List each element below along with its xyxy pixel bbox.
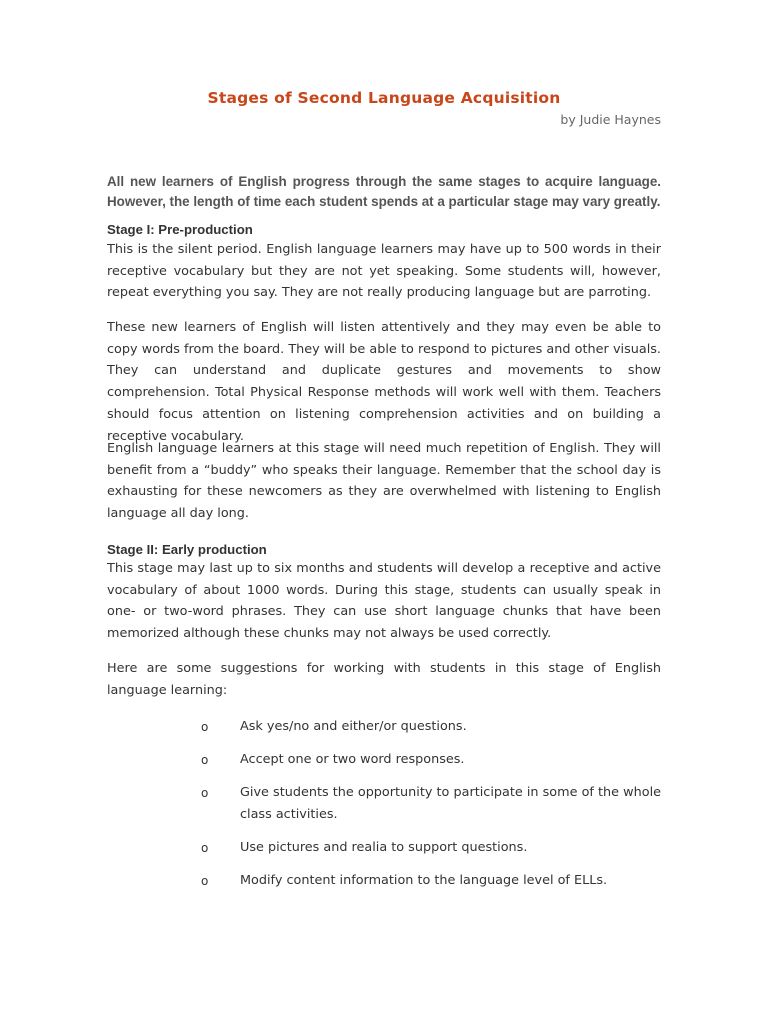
list-item — [201, 716, 661, 738]
bullet-marker: o — [201, 786, 209, 800]
suggestions-list — [201, 716, 661, 903]
list-item — [201, 782, 661, 826]
stage-2-heading: Stage II: Early production — [107, 542, 267, 557]
stage-1-paragraph-1: This is the silent period. English language learners may have up to 500 words in their receptive vocabulary but they are not yet speaking. Some students will, however, repeat everything you say. They are not really producing language but are parroting. — [107, 242, 661, 301]
list-item-text: Ask yes/no and either/or questions. — [240, 719, 467, 734]
bullet-marker: o — [201, 753, 209, 767]
list-item — [201, 870, 661, 892]
list-item-text: Modify content information to the language level of ELLs. — [240, 873, 608, 888]
bullet-marker: o — [201, 720, 209, 734]
document-title: Stages of Second Language Acquisition — [207, 89, 561, 107]
stage-2-paragraph-1: This stage may last up to six months and students will develop a receptive and active vocabulary of about 1000 words. During this stage, students can usually speak in one- or two-word phrases. They can use short language chunks that have been memorized although these chunks may not always be used correctly. — [107, 561, 661, 642]
bullet-marker: o — [201, 841, 209, 855]
intro-paragraph: All new learners of English progress through the same stages to acquire language. However, the length of time each student spends at a particular stage may vary greatly. — [107, 174, 661, 209]
stage-1-heading: Stage I: Pre-production — [107, 222, 253, 237]
list-item-text: Give students the opportunity to participate in some of the whole class activities. — [240, 785, 661, 822]
list-item — [201, 837, 661, 859]
bullet-marker: o — [201, 874, 209, 888]
list-item — [201, 749, 661, 771]
stage-2-paragraph-2: Here are some suggestions for working with students in this stage of English language learning: — [107, 661, 661, 698]
list-item-text: Use pictures and realia to support questions. — [240, 840, 528, 855]
stage-1-paragraph-3: English language learners at this stage will need much repetition of English. They will benefit from a “buddy” who speaks their language. Remember that the school day is exhausting for these newcomers as they are overwhelmed with listening to English language all day long. — [107, 441, 661, 522]
stage-1-paragraph-2: These new learners of English will listen attentively and they may even be able to copy words from the board. They will be able to respond to pictures and other visuals. They can understand and duplicate gestures and movements to show comprehension. Total Physical Response methods will work well with them. Teachers should focus attention on listening comprehension activities and on building a receptive vocabulary. — [107, 320, 661, 444]
author-byline: by Judie Haynes — [560, 112, 661, 127]
list-item-text: Accept one or two word responses. — [240, 752, 465, 767]
